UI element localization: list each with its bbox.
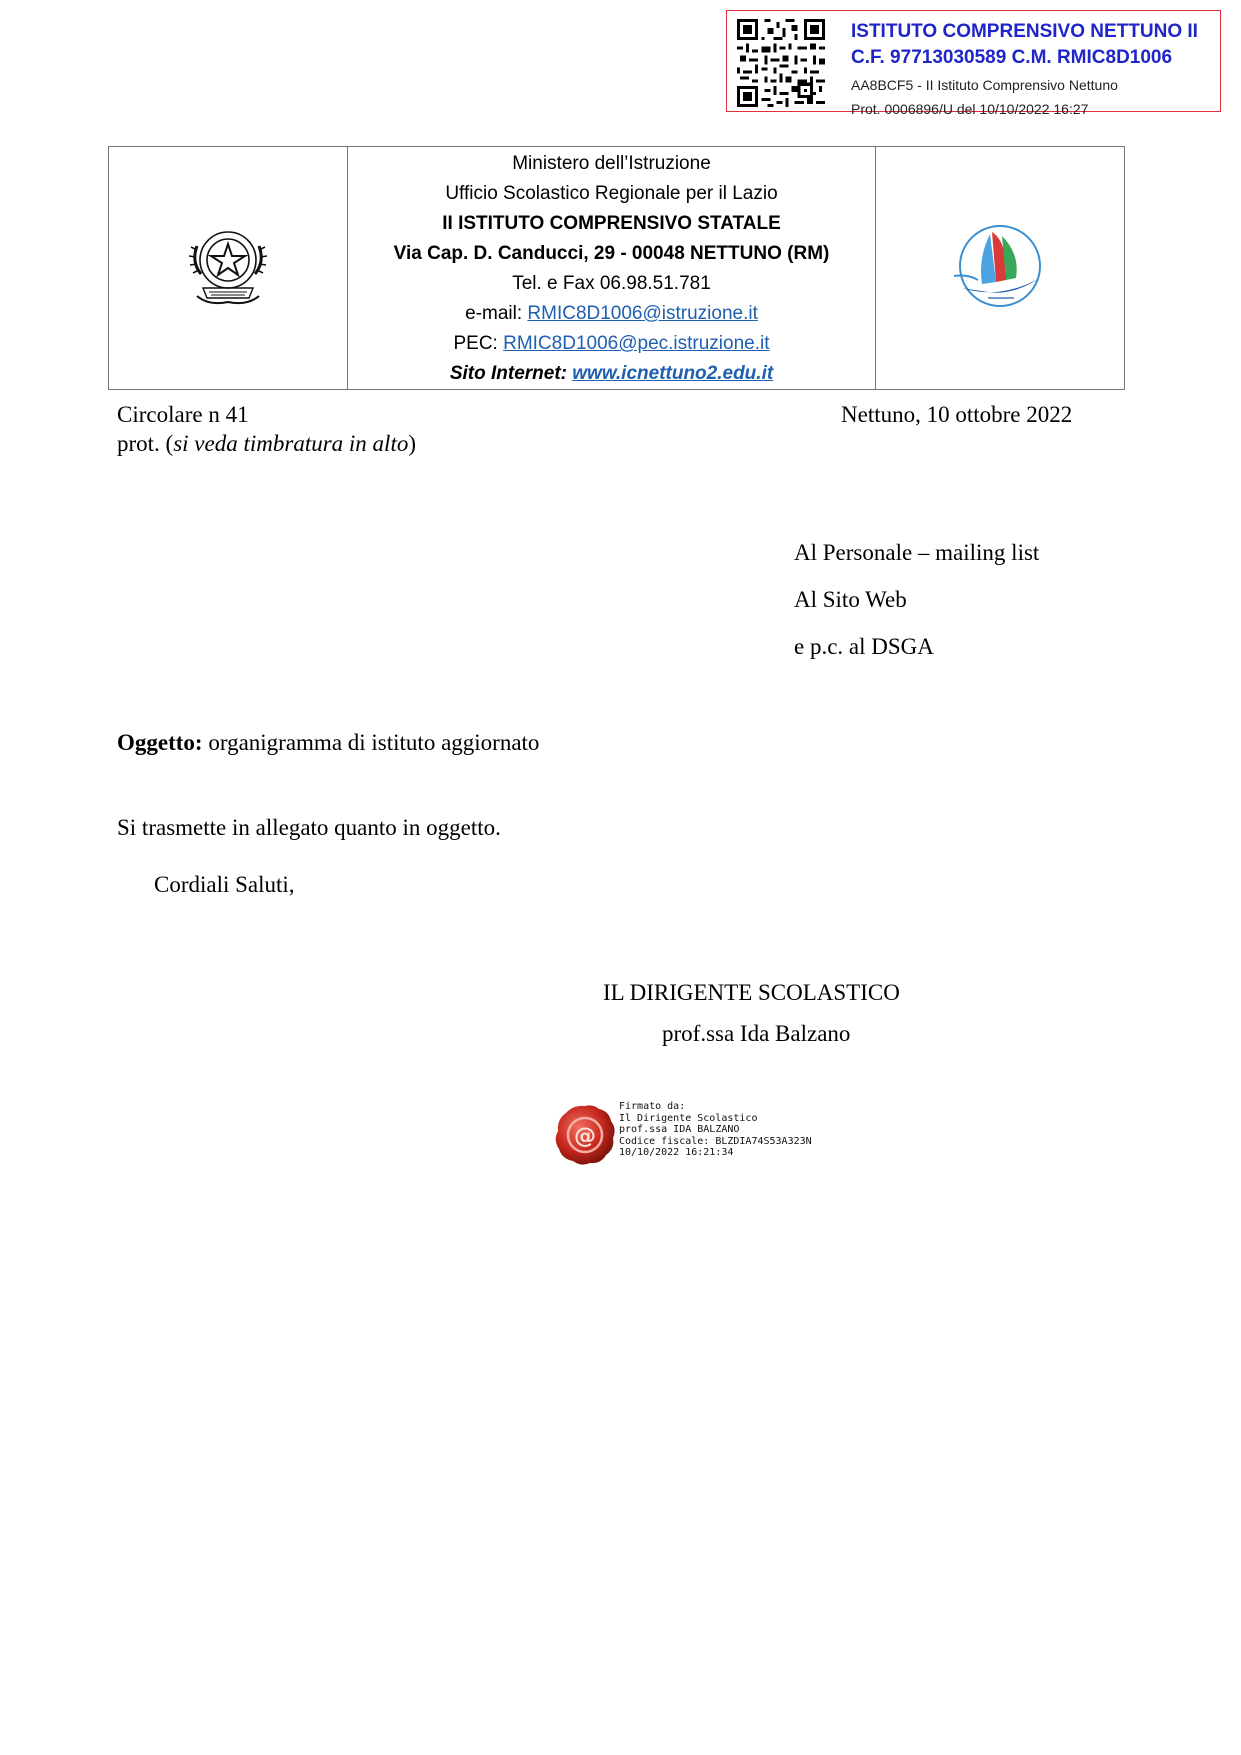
subject-text: organigramma di istituto aggiornato xyxy=(202,730,540,755)
stamp-tax-code: C.F. 97713030589 C.M. RMIC8D1006 xyxy=(851,47,1173,68)
svg-text:@: @ xyxy=(574,1124,596,1149)
protocol-italic: si veda timbratura in alto xyxy=(173,431,409,456)
letterhead-left-cell xyxy=(109,147,348,390)
recipient-staff: Al Personale – mailing list xyxy=(794,540,1040,565)
stamp-protocol-number: Prot. 0006896/U del 10/10/2022 16:27 xyxy=(851,101,1089,117)
signature-line-1: Firmato da: xyxy=(619,1101,686,1112)
italian-republic-emblem-icon xyxy=(179,222,277,310)
signature-line-5: 10/10/2022 16:21:34 xyxy=(619,1147,734,1158)
pec-label: PEC: xyxy=(453,333,504,354)
signer-name: prof.ssa Ida Balzano xyxy=(662,1021,851,1046)
school-phone: Tel. e Fax 06.98.51.781 xyxy=(512,273,711,294)
protocol-prefix: prot. ( xyxy=(117,431,174,456)
school-name: II ISTITUTO COMPRENSIVO STATALE xyxy=(442,213,781,234)
recipient-website: Al Sito Web xyxy=(794,587,907,612)
subject-line xyxy=(117,730,539,756)
subject-label: Oggetto: xyxy=(117,730,203,755)
qr-code-icon xyxy=(737,19,825,107)
regional-office: Ufficio Scolastico Regionale per il Lazio xyxy=(445,183,778,204)
circular-number: Circolare n 41 xyxy=(117,402,249,427)
letterhead-right-cell xyxy=(876,147,1125,390)
ministry-name: Ministero dell’Istruzione xyxy=(512,153,711,174)
letterhead-info-cell xyxy=(348,147,876,390)
signature-details xyxy=(619,1101,812,1159)
email-label: e-mail: xyxy=(465,303,528,324)
place-date: Nettuno, 10 ottobre 2022 xyxy=(841,402,1073,427)
email-link[interactable]: RMIC8D1006@istruzione.it xyxy=(527,303,758,324)
protocol-stamp xyxy=(726,10,1221,117)
signature-line-2: Il Dirigente Scolastico xyxy=(619,1112,758,1124)
signer-title: IL DIRIGENTE SCOLASTICO xyxy=(603,980,900,1005)
body-text: Si trasmette in allegato quanto in oggetto. xyxy=(117,815,501,840)
site-link[interactable]: www.icnettuno2.edu.it xyxy=(572,363,774,384)
wax-seal-at-icon xyxy=(553,1103,617,1167)
protocol-suffix: ) xyxy=(408,431,417,456)
stamp-registry: AA8BCF5 - II Istituto Comprensivo Nettuno xyxy=(851,77,1118,93)
school-address: Via Cap. D. Canducci, 29 - 00048 NETTUNO (RM) xyxy=(393,243,830,264)
email-line xyxy=(348,299,875,329)
signature-line-4: Codice fiscale: BLZDIA74S53A323N xyxy=(619,1135,812,1147)
letterhead-table xyxy=(108,146,1125,390)
stamp-school-name: ISTITUTO COMPRENSIVO NETTUNO II xyxy=(851,21,1198,42)
greeting: Cordiali Saluti, xyxy=(154,872,295,897)
protocol-note xyxy=(117,431,416,457)
pec-line xyxy=(348,329,875,359)
pec-link[interactable]: RMIC8D1006@pec.istruzione.it xyxy=(503,333,770,354)
site-line xyxy=(348,359,875,389)
signature-line-3: prof.ssa IDA BALZANO xyxy=(619,1124,740,1135)
recipient-dsga: e p.c. al DSGA xyxy=(794,634,934,659)
school-sailboat-logo-icon xyxy=(948,218,1052,314)
site-label: Sito Internet: xyxy=(449,363,573,384)
